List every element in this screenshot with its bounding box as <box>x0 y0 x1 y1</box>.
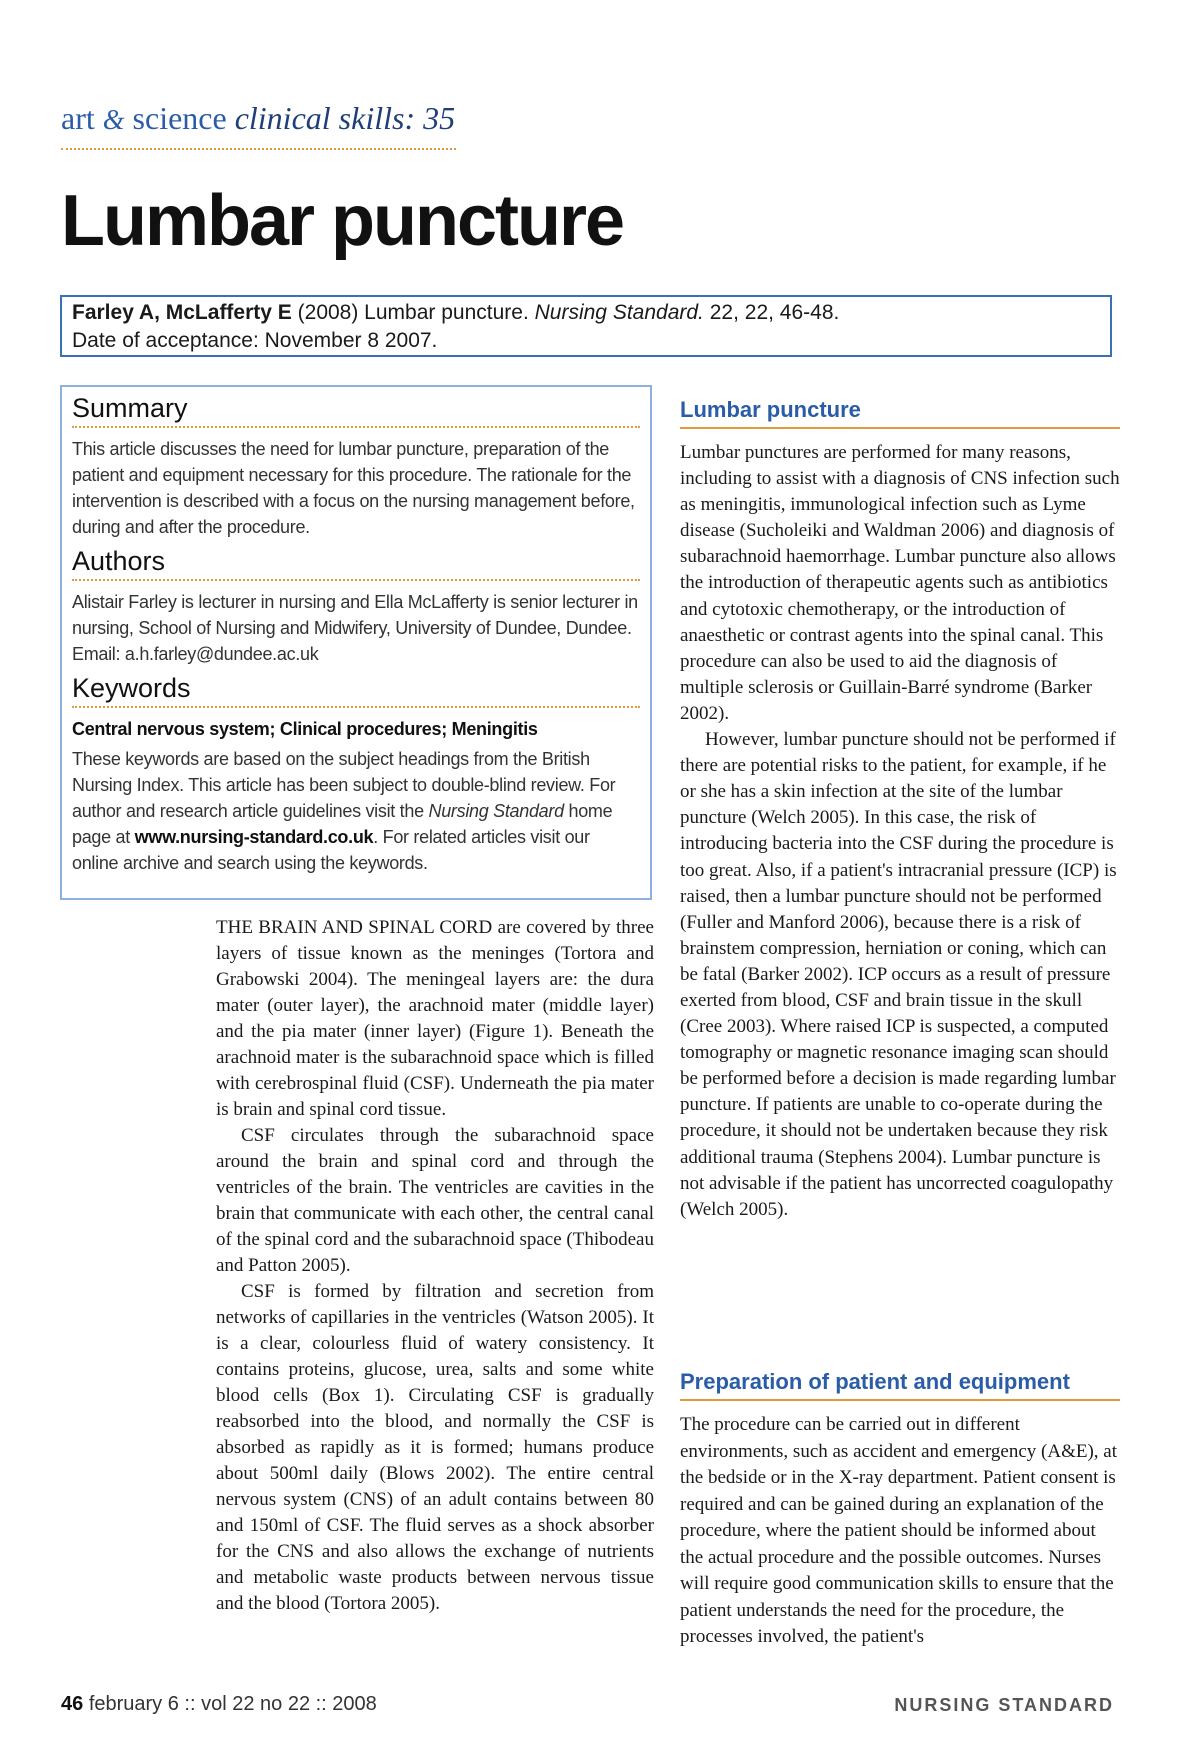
body-paragraph: The procedure can be carried out in different environments, such as accident and emergency (A&E), at the bedside or in the X-ray department. Patient consent is required and can be gained during an explanation of the procedure, where the patient should be informed about the actual procedure and the possible outcomes. Nurses will require good communication skills to ensure that the patient understands the need for the procedure, the processes involved, the patient's <box>680 1414 1118 1647</box>
footer-issue <box>61 1693 377 1716</box>
article-title: Lumbar puncture <box>61 181 624 261</box>
issue-info: february 6 :: vol 22 no 22 :: 2008 <box>88 1693 377 1715</box>
body-column-left <box>216 915 654 1617</box>
section-divider <box>61 148 456 150</box>
preparation-heading-wrap <box>680 1369 1120 1401</box>
authors-heading: Authors <box>72 546 640 581</box>
body-paragraph: Lumbar punctures are performed for many reasons, including to assist with a diagnosis of CNS infection such as meningitis, immunological infection such as Lyme disease (Sucholeiki and Waldman 2006) and diagnosis of subarachnoid haemorrhage. Lumbar puncture also allows the introduction of therapeutic agents such as antibiotics and cytotoxic chemotherapy, or the introduction of anaesthetic or contrast agents into the spinal canal. This procedure can also be used to aid the diagnosis of multiple sclerosis or Guillain-Barré syndrome (Barker 2002). <box>680 442 1120 724</box>
section-header <box>61 100 455 137</box>
body-paragraph: THE BRAIN AND SPINAL CORD are covered by three layers of tissue known as the meninges (Tortora and Grabowski 2004). The meningeal layers are: the dura mater (outer layer), the arachnoid mater (middle layer) and the pia mater (inner layer) (Figure 1). Beneath the arachnoid mater is the subarachnoid space which is filled with cerebrospinal fluid (CSF). Underneath the pia mater is brain and spinal cord tissue. <box>216 917 654 1120</box>
page-number: 46 <box>61 1693 84 1715</box>
summary-heading: Summary <box>72 393 640 428</box>
keywords-note-1: These keywords are based on the subject headings from the British Nursing Index. This article has been subject to double-blind review. For author and research article guidelines visit the <box>72 749 616 821</box>
citation-box <box>60 295 1112 357</box>
keywords-list: Central nervous system; Clinical procedures; Meningitis <box>72 719 538 739</box>
citation-authors: Farley A, McLafferty E <box>72 301 292 324</box>
acceptance-date: Date of acceptance: November 8 2007. <box>72 329 438 352</box>
body-paragraph: CSF circulates through the subarachnoid space around the brain and spinal cord and through the ventricles of the brain. The ventricles are cavities in the brain that communicate with each other, the central canal of the spinal cord and the subarachnoid space (Thibodeau and Patton 2005). <box>216 1125 654 1276</box>
section-amp: & <box>102 105 125 136</box>
citation-line <box>72 299 1100 327</box>
keywords-note-3: . For related articles visit our online archive and search using the keywords. <box>72 827 590 873</box>
preparation-heading: Preparation of patient and equipment <box>680 1369 1120 1401</box>
citation-year-title: (2008) Lumbar puncture. <box>297 301 529 324</box>
body-column-right <box>680 440 1120 1223</box>
footer-journal: NURSING STANDARD <box>894 1695 1114 1715</box>
keywords-note <box>72 746 640 876</box>
summary-text: This article discusses the need for lumbar puncture, preparation of the patient and equipment necessary for this procedure. The rationale for the intervention is described with a focus on the nursing management before, during and after the procedure. <box>72 439 635 537</box>
series-label: clinical skills: 35 <box>234 100 456 136</box>
journal-url-link[interactable]: www.nursing-standard.co.uk <box>134 827 374 847</box>
keywords-note-journal: Nursing Standard <box>428 801 564 821</box>
section-art: art <box>61 100 95 136</box>
keywords-note-2: home page at <box>72 801 613 847</box>
section-science: science <box>132 100 227 136</box>
authors-text: Alistair Farley is lecturer in nursing and Ella McLafferty is senior lecturer in nursing, School of Nursing and Midwifery, University of Dundee, Dundee. Email: a.h.farley@dundee.ac.uk <box>72 592 638 664</box>
lumbar-puncture-heading-wrap <box>680 397 1120 429</box>
body-column-right-2 <box>680 1412 1120 1651</box>
citation-volume: 22, 22, 46-48. <box>709 301 840 324</box>
body-paragraph: However, lumbar puncture should not be performed if there are potential risks to the patient, for example, if he or she has a skin infection at the site of the lumbar puncture (Welch 2005). In this case, the risk of introducing bacteria into the CSF during the procedure is too great. Also, if a patient's intracranial pressure (ICP) is raised, then a lumbar puncture should not be performed (Fuller and Manford 2006), because there is a risk of brainstem compression, herniation or coning, which can be fatal (Barker 2002). ICP occurs as a result of pressure exerted from blood, CSF and brain tissue in the skull (Cree 2003). Where raised ICP is suspected, a computed tomography or magnetic resonance imaging scan should be performed before a decision is made regarding lumbar puncture. If patients are unable to co-operate during the procedure, it should not be undertaken because they risk additional trauma (Stephens 2004). Lumbar puncture is not advisable if the patient has uncorrected coagulopathy (Welch 2005). <box>680 729 1117 1220</box>
lumbar-puncture-heading: Lumbar puncture <box>680 397 1120 429</box>
keywords-heading: Keywords <box>72 673 640 708</box>
body-paragraph: CSF is formed by filtration and secretion from networks of capillaries in the ventricles (Watson 2005). It is a clear, colourless fluid of watery consistency. It contains proteins, glucose, urea, salts and some white blood cells (Box 1). Circulating CSF is gradually reabsorbed into the blood, and normally the CSF is absorbed as rapidly as it is formed; humans produce about 500ml daily (Blows 2002). The entire central nervous system (CNS) of an adult contains between 80 and 150ml of CSF. The fluid serves as a shock absorber for the CNS and also allows the exchange of nutrients and metabolic waste products between nervous tissue and the blood (Tortora 2005). <box>216 1281 654 1614</box>
citation-journal: Nursing Standard. <box>534 301 704 324</box>
summary-box <box>60 385 652 900</box>
